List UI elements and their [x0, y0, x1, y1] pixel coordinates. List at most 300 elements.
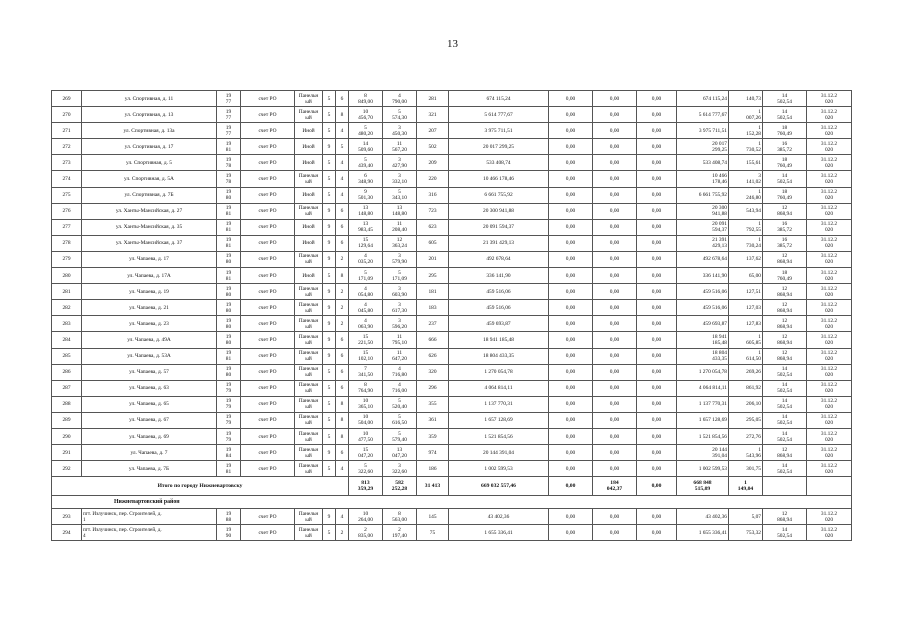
total-area-cell: 5 171,09 — [349, 268, 383, 284]
deadline-cell: 31.12.2 020 — [807, 155, 852, 171]
fund-type-cell: счет РО — [241, 155, 295, 171]
floors-cell: 9 — [323, 316, 336, 332]
build-year-cell: 19 78 — [217, 171, 241, 187]
cost-per-m2-cell: 272,76 — [729, 428, 763, 444]
fund-type-cell: счет РО — [241, 123, 295, 139]
cost-per-m2-cell: 1 543,96 — [729, 445, 763, 461]
row-number-cell: 270 — [52, 107, 82, 123]
repair-cost-cell: 20 017 299,25 — [449, 139, 549, 155]
address-cell: ул. Чапаева, д. 69 — [82, 428, 217, 444]
fund-type-cell: счет РО — [241, 300, 295, 316]
living-area-cell: 12 363,24 — [383, 235, 417, 251]
wall-material-cell: Панельн ый — [295, 251, 323, 267]
build-year-cell: 19 81 — [217, 461, 241, 477]
entrances-cell: 8 — [336, 412, 349, 428]
table-row — [52, 380, 852, 396]
deadline-cell: 31.12.2 020 — [807, 332, 852, 348]
funds-c-cell: 0,00 — [637, 268, 677, 284]
funds-a-cell: 0,00 — [549, 461, 593, 477]
funds-c-cell: 0,00 — [637, 171, 677, 187]
address-cell: ул. Спортивная, д. 17 — [82, 139, 217, 155]
total-area-cell: 10 365,10 — [349, 396, 383, 412]
floors-cell: 5 — [323, 107, 336, 123]
floors-cell: 5 — [323, 155, 336, 171]
total-c5-cell: 1 149,04 — [729, 477, 763, 496]
wall-material-cell: Панельн ый — [295, 316, 323, 332]
address-cell: ул. Чапаева, д. 19 — [82, 284, 217, 300]
fund-type-cell: счет РО — [241, 107, 295, 123]
cost-per-m2-cell: 1 605,85 — [729, 332, 763, 348]
owner-funds-cell: 1 655 336,41 — [677, 525, 729, 541]
address-cell: ул. Спортивная, д. 7Б — [82, 187, 217, 203]
residents-cell: 296 — [417, 380, 449, 396]
repair-cost-cell: 6 661 755,92 — [449, 187, 549, 203]
fund-type-cell: счет РО — [241, 284, 295, 300]
owner-funds-cell: 1 270 054,78 — [677, 364, 729, 380]
build-year-cell: 19 80 — [217, 332, 241, 348]
address-cell: пгт. Излучинск, пер. Строителей, д. 4 — [82, 525, 217, 541]
build-year-cell: 19 79 — [217, 428, 241, 444]
entrances-cell: 8 — [336, 428, 349, 444]
funds-b-cell: 0,00 — [593, 187, 637, 203]
cost-per-m2-cell: 543,94 — [729, 203, 763, 219]
table-row — [52, 155, 852, 171]
floors-cell: 9 — [323, 251, 336, 267]
entrances-cell: 4 — [336, 171, 349, 187]
living-area-cell: 3 427,90 — [383, 155, 417, 171]
limit-cost-cell: 12 868,94 — [763, 300, 807, 316]
owner-funds-cell: 10 466 178,46 — [677, 171, 729, 187]
living-area-cell: 5 574,30 — [383, 107, 417, 123]
living-area-cell: 11 567,20 — [383, 139, 417, 155]
address-cell: ул. Чапаева, д. 7Б — [82, 461, 217, 477]
residents-cell: 183 — [417, 300, 449, 316]
deadline-cell: 31.12.2 020 — [807, 251, 852, 267]
build-year-cell: 19 81 — [217, 348, 241, 364]
row-number-cell: 293 — [52, 509, 82, 525]
table-row — [52, 139, 852, 155]
total-area-cell: 7 341,50 — [349, 364, 383, 380]
wall-material-cell: Панельн ый — [295, 348, 323, 364]
cost-per-m2-cell: 1 614,50 — [729, 348, 763, 364]
total-area-cell: 15 102,10 — [349, 348, 383, 364]
residents-cell: 75 — [417, 525, 449, 541]
floors-cell: 5 — [323, 428, 336, 444]
wall-material-cell: Панельн ый — [295, 171, 323, 187]
residents-cell: 209 — [417, 155, 449, 171]
owner-funds-cell: 4 064 814,11 — [677, 380, 729, 396]
residents-cell: 207 — [417, 123, 449, 139]
repair-cost-cell: 1 002 599,53 — [449, 461, 549, 477]
entrances-cell: 6 — [336, 235, 349, 251]
funds-b-cell: 0,00 — [593, 525, 637, 541]
wall-material-cell: Панельн ый — [295, 396, 323, 412]
floors-cell: 5 — [323, 396, 336, 412]
repair-cost-cell: 459 516,06 — [449, 284, 549, 300]
row-number-cell: 278 — [52, 235, 82, 251]
total-area-cell: 10 477,50 — [349, 428, 383, 444]
address-cell: ул. Чапаева, д. 67 — [82, 412, 217, 428]
table-row — [52, 428, 852, 444]
residents-cell: 295 — [417, 268, 449, 284]
floors-cell: 5 — [323, 187, 336, 203]
table-row — [52, 509, 852, 525]
fund-type-cell: счет РО — [241, 509, 295, 525]
total-empty-cell — [807, 477, 852, 496]
floors-cell: 9 — [323, 509, 336, 525]
funds-a-cell: 0,00 — [549, 251, 593, 267]
floors-cell: 9 — [323, 219, 336, 235]
funds-c-cell: 0,00 — [637, 396, 677, 412]
limit-cost-cell: 12 868,94 — [763, 509, 807, 525]
build-year-cell: 19 80 — [217, 316, 241, 332]
funds-b-cell: 0,00 — [593, 509, 637, 525]
limit-cost-cell: 16 385,72 — [763, 219, 807, 235]
total-area-cell: 5 322,60 — [349, 461, 383, 477]
owner-funds-cell: 18 941 185,48 — [677, 332, 729, 348]
limit-cost-cell: 12 868,94 — [763, 332, 807, 348]
wall-material-cell: Иной — [295, 123, 323, 139]
address-cell: ул. Спортивная, д. 5А — [82, 171, 217, 187]
cost-per-m2-cell: 3 141,02 — [729, 171, 763, 187]
limit-cost-cell: 12 868,94 — [763, 251, 807, 267]
fund-type-cell: счет РО — [241, 187, 295, 203]
total-area-cell: 15 047,20 — [349, 445, 383, 461]
wall-material-cell: Иной — [295, 219, 323, 235]
table-row — [52, 187, 852, 203]
limit-cost-cell: 14 502,54 — [763, 461, 807, 477]
funds-a-cell: 0,00 — [549, 268, 593, 284]
deadline-cell: 31.12.2 020 — [807, 316, 852, 332]
cost-per-m2-cell: 269,26 — [729, 364, 763, 380]
address-cell: ул. Спортивная, д. 11 — [82, 91, 217, 107]
living-area-cell: 3 450,30 — [383, 123, 417, 139]
funds-b-cell: 0,00 — [593, 155, 637, 171]
cost-per-m2-cell: 206,10 — [729, 396, 763, 412]
funds-a-cell: 0,00 — [549, 332, 593, 348]
funds-a-cell: 0,00 — [549, 364, 593, 380]
row-number-cell: 291 — [52, 445, 82, 461]
floors-cell: 5 — [323, 412, 336, 428]
funds-a-cell: 0,00 — [549, 509, 593, 525]
living-area-cell: 5 171,09 — [383, 268, 417, 284]
repair-cost-cell: 10 466 178,46 — [449, 171, 549, 187]
funds-c-cell: 0,00 — [637, 203, 677, 219]
build-year-cell: 19 81 — [217, 219, 241, 235]
build-year-cell: 19 80 — [217, 284, 241, 300]
row-number-cell: 271 — [52, 123, 82, 139]
repair-cost-cell: 18 804 433,35 — [449, 348, 549, 364]
table-row — [52, 348, 852, 364]
funds-b-cell: 0,00 — [593, 107, 637, 123]
deadline-cell: 31.12.2 020 — [807, 348, 852, 364]
owner-funds-cell: 459 516,06 — [677, 300, 729, 316]
cost-per-m2-cell: 5,07 — [729, 509, 763, 525]
funds-c-cell: 0,00 — [637, 155, 677, 171]
floors-cell: 9 — [323, 203, 336, 219]
deadline-cell: 31.12.2 020 — [807, 380, 852, 396]
cost-per-m2-cell: 753,32 — [729, 525, 763, 541]
funds-b-cell: 0,00 — [593, 91, 637, 107]
living-area-cell: 13 148,80 — [383, 203, 417, 219]
limit-cost-cell: 18 760,49 — [763, 187, 807, 203]
total-c2-cell: 184 042,37 — [593, 477, 637, 496]
deadline-cell: 31.12.2 020 — [807, 509, 852, 525]
residents-cell: 974 — [417, 445, 449, 461]
total-res-cell: 31 413 — [417, 477, 449, 496]
cost-per-m2-cell: 155,61 — [729, 155, 763, 171]
limit-cost-cell: 14 502,54 — [763, 525, 807, 541]
wall-material-cell: Панельн ый — [295, 107, 323, 123]
fund-type-cell: счет РО — [241, 445, 295, 461]
funds-b-cell: 0,00 — [593, 412, 637, 428]
wall-material-cell: Панельн ый — [295, 380, 323, 396]
deadline-cell: 31.12.2 020 — [807, 461, 852, 477]
funds-a-cell: 0,00 — [549, 139, 593, 155]
residents-cell: 361 — [417, 412, 449, 428]
living-area-cell: 11 208,40 — [383, 219, 417, 235]
fund-type-cell: счет РО — [241, 316, 295, 332]
entrances-cell: 6 — [336, 380, 349, 396]
deadline-cell: 31.12.2 020 — [807, 123, 852, 139]
row-number-cell: 269 — [52, 91, 82, 107]
deadline-cell: 31.12.2 020 — [807, 396, 852, 412]
wall-material-cell: Панельн ый — [295, 525, 323, 541]
row-number-cell: 290 — [52, 428, 82, 444]
funds-c-cell: 0,00 — [637, 525, 677, 541]
table-row — [52, 525, 852, 541]
owner-funds-cell: 336 141,90 — [677, 268, 729, 284]
entrances-cell: 2 — [336, 284, 349, 300]
address-cell: ул. Чапаева, д. 57 — [82, 364, 217, 380]
residents-cell: 723 — [417, 203, 449, 219]
funds-a-cell: 0,00 — [549, 123, 593, 139]
total-area-cell: 15 129,64 — [349, 235, 383, 251]
residents-cell: 316 — [417, 187, 449, 203]
build-year-cell: 19 80 — [217, 364, 241, 380]
table-row — [52, 268, 852, 284]
owner-funds-cell: 6 661 755,92 — [677, 187, 729, 203]
fund-type-cell: счет РО — [241, 364, 295, 380]
funds-c-cell: 0,00 — [637, 251, 677, 267]
funds-b-cell: 0,00 — [593, 123, 637, 139]
living-area-cell: 5 579,40 — [383, 428, 417, 444]
floors-cell: 9 — [323, 284, 336, 300]
owner-funds-cell: 492 678,64 — [677, 251, 729, 267]
floors-cell: 5 — [323, 461, 336, 477]
funds-b-cell: 0,00 — [593, 139, 637, 155]
repair-cost-cell: 20 144 391,04 — [449, 445, 549, 461]
entrances-cell: 5 — [336, 139, 349, 155]
row-number-cell: 294 — [52, 525, 82, 541]
limit-cost-cell: 14 502,54 — [763, 380, 807, 396]
deadline-cell: 31.12.2 020 — [807, 445, 852, 461]
limit-cost-cell: 14 502,54 — [763, 412, 807, 428]
district-header-row — [52, 496, 852, 509]
table-row — [52, 107, 852, 123]
funds-c-cell: 0,00 — [637, 412, 677, 428]
funds-c-cell: 0,00 — [637, 348, 677, 364]
total-label: Итого по городу Нижневартовску — [52, 477, 349, 496]
limit-cost-cell: 12 868,94 — [763, 203, 807, 219]
build-year-cell: 19 80 — [217, 187, 241, 203]
page-number: 13 — [447, 38, 458, 50]
deadline-cell: 31.12.2 020 — [807, 412, 852, 428]
residents-cell: 281 — [417, 91, 449, 107]
funds-c-cell: 0,00 — [637, 316, 677, 332]
fund-type-cell: счет РО — [241, 139, 295, 155]
fund-type-cell: счет РО — [241, 219, 295, 235]
table-row — [52, 284, 852, 300]
wall-material-cell: Панельн ый — [295, 428, 323, 444]
living-area-cell: 3 322,60 — [383, 461, 417, 477]
deadline-cell: 31.12.2 020 — [807, 235, 852, 251]
cost-per-m2-cell: 65,00 — [729, 268, 763, 284]
living-area-cell: 4 716,80 — [383, 364, 417, 380]
total-area-cell: 4 035,20 — [349, 251, 383, 267]
wall-material-cell: Иной — [295, 187, 323, 203]
funds-b-cell: 0,00 — [593, 428, 637, 444]
owner-funds-cell: 20 300 941,88 — [677, 203, 729, 219]
owner-funds-cell: 20 017 299,25 — [677, 139, 729, 155]
funds-c-cell: 0,00 — [637, 91, 677, 107]
funds-b-cell: 0,00 — [593, 284, 637, 300]
total-area-cell: 10 264,00 — [349, 509, 383, 525]
funds-b-cell: 0,00 — [593, 219, 637, 235]
table-row — [52, 203, 852, 219]
living-area-cell: 2 197,40 — [383, 525, 417, 541]
cost-per-m2-cell: 1 792,55 — [729, 219, 763, 235]
deadline-cell: 31.12.2 020 — [807, 203, 852, 219]
floors-cell: 5 — [323, 525, 336, 541]
table-row — [52, 445, 852, 461]
build-year-cell: 19 90 — [217, 525, 241, 541]
funds-b-cell: 0,00 — [593, 461, 637, 477]
table-row — [52, 396, 852, 412]
living-area-cell: 3 579,90 — [383, 251, 417, 267]
address-cell: ул. Чапаева, д. 65 — [82, 396, 217, 412]
floors-cell: 5 — [323, 171, 336, 187]
build-year-cell: 19 81 — [217, 235, 241, 251]
address-cell: ул. Чапаева, д. 23 — [82, 316, 217, 332]
row-number-cell: 287 — [52, 380, 82, 396]
repair-cost-cell: 492 678,64 — [449, 251, 549, 267]
living-area-cell: 3 332,10 — [383, 171, 417, 187]
total-c4-cell: 668 848 515,09 — [677, 477, 729, 496]
fund-type-cell: счет РО — [241, 348, 295, 364]
funds-c-cell: 0,00 — [637, 509, 677, 525]
cost-per-m2-cell: 861,92 — [729, 380, 763, 396]
address-cell: ул. Спортивная, д. 5 — [82, 155, 217, 171]
build-year-cell: 19 81 — [217, 203, 241, 219]
deadline-cell: 31.12.2 020 — [807, 364, 852, 380]
row-number-cell: 274 — [52, 171, 82, 187]
owner-funds-cell: 20 144 391,04 — [677, 445, 729, 461]
owner-funds-cell: 43 402,36 — [677, 509, 729, 525]
funds-c-cell: 0,00 — [637, 107, 677, 123]
limit-cost-cell: 12 868,94 — [763, 316, 807, 332]
total-area2-cell: 582 252,28 — [383, 477, 417, 496]
funds-c-cell: 0,00 — [637, 300, 677, 316]
fund-type-cell: счет РО — [241, 396, 295, 412]
deadline-cell: 31.12.2 020 — [807, 91, 852, 107]
total-cost-cell: 669 032 557,46 — [449, 477, 549, 496]
address-cell: ул. Спортивная, д. 13а — [82, 123, 217, 139]
owner-funds-cell: 674 115,24 — [677, 91, 729, 107]
owner-funds-cell: 21 391 429,13 — [677, 235, 729, 251]
row-number-cell: 277 — [52, 219, 82, 235]
total-area-cell: 10 504,00 — [349, 412, 383, 428]
row-number-cell: 282 — [52, 300, 82, 316]
row-number-cell: 279 — [52, 251, 82, 267]
table-row — [52, 300, 852, 316]
limit-cost-cell: 18 760,49 — [763, 123, 807, 139]
funds-c-cell: 0,00 — [637, 187, 677, 203]
funds-c-cell: 0,00 — [637, 284, 677, 300]
residents-cell: 359 — [417, 428, 449, 444]
limit-cost-cell: 14 502,54 — [763, 107, 807, 123]
repair-cost-cell: 21 391 429,13 — [449, 235, 549, 251]
residents-cell: 220 — [417, 171, 449, 187]
funds-a-cell: 0,00 — [549, 203, 593, 219]
funds-a-cell: 0,00 — [549, 284, 593, 300]
entrances-cell: 8 — [336, 107, 349, 123]
row-number-cell: 275 — [52, 187, 82, 203]
row-number-cell: 281 — [52, 284, 82, 300]
cost-per-m2-cell: 295,05 — [729, 412, 763, 428]
build-year-cell: 19 79 — [217, 380, 241, 396]
total-area-cell: 14 509,60 — [349, 139, 383, 155]
funds-a-cell: 0,00 — [549, 445, 593, 461]
residents-cell: 626 — [417, 348, 449, 364]
funds-c-cell: 0,00 — [637, 123, 677, 139]
limit-cost-cell: 16 385,72 — [763, 139, 807, 155]
total-area-cell: 8 764,90 — [349, 380, 383, 396]
funds-a-cell: 0,00 — [549, 171, 593, 187]
address-cell: ул. Чапаева, д. 17А — [82, 268, 217, 284]
funds-b-cell: 0,00 — [593, 300, 637, 316]
residents-cell: 181 — [417, 284, 449, 300]
funds-c-cell: 0,00 — [637, 428, 677, 444]
funds-c-cell: 0,00 — [637, 445, 677, 461]
funds-a-cell: 0,00 — [549, 525, 593, 541]
build-year-cell: 19 79 — [217, 396, 241, 412]
cost-per-m2-cell: 1 246,80 — [729, 187, 763, 203]
row-number-cell: 280 — [52, 268, 82, 284]
cost-per-m2-cell: 137,62 — [729, 251, 763, 267]
total-area-cell: 13 148,80 — [349, 203, 383, 219]
living-area-cell: 5 520,40 — [383, 396, 417, 412]
fund-type-cell: счет РО — [241, 91, 295, 107]
funds-a-cell: 0,00 — [549, 107, 593, 123]
funds-a-cell: 0,00 — [549, 187, 593, 203]
funds-a-cell: 0,00 — [549, 316, 593, 332]
row-number-cell: 285 — [52, 348, 82, 364]
funds-a-cell: 0,00 — [549, 380, 593, 396]
entrances-cell: 6 — [336, 332, 349, 348]
entrances-cell: 6 — [336, 91, 349, 107]
limit-cost-cell: 12 868,94 — [763, 348, 807, 364]
wall-material-cell: Панельн ый — [295, 203, 323, 219]
table-body — [52, 91, 852, 541]
floors-cell: 9 — [323, 235, 336, 251]
funds-c-cell: 0,00 — [637, 139, 677, 155]
living-area-cell: 4 716,00 — [383, 380, 417, 396]
floors-cell: 9 — [323, 300, 336, 316]
owner-funds-cell: 459 693,87 — [677, 316, 729, 332]
repair-cost-cell: 5 614 777,67 — [449, 107, 549, 123]
wall-material-cell: Панельн ый — [295, 91, 323, 107]
